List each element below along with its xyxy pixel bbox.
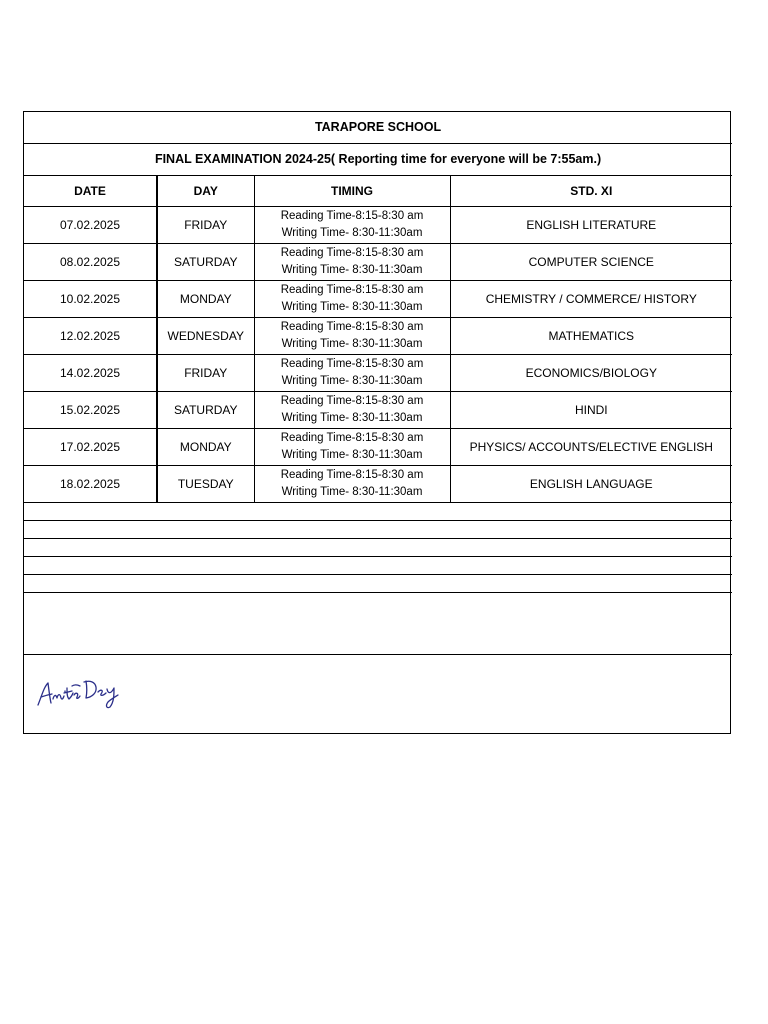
empty-cell (24, 592, 732, 654)
table-row (24, 391, 732, 428)
empty-row (24, 520, 732, 538)
empty-cell (24, 502, 732, 520)
cell-date: 08.02.2025 (24, 243, 157, 280)
empty-row (24, 502, 732, 520)
cell-day: SATURDAY (157, 243, 254, 280)
cell-day: FRIDAY (157, 206, 254, 243)
cell-day: SATURDAY (157, 391, 254, 428)
cell-date: 15.02.2025 (24, 391, 157, 428)
reading-time: Reading Time-8:15-8:30 am (280, 431, 424, 444)
table-row (24, 428, 732, 465)
empty-cell (24, 520, 732, 538)
cell-subject: COMPUTER SCIENCE (450, 243, 732, 280)
cell-timing (254, 317, 450, 354)
cell-timing (254, 428, 450, 465)
signature-cell (24, 654, 732, 732)
cell-subject: HINDI (450, 391, 732, 428)
reading-time: Reading Time-8:15-8:30 am (280, 209, 424, 222)
school-name: TARAPORE SCHOOL (24, 112, 732, 143)
header-day: DAY (157, 175, 254, 206)
table-row (24, 280, 732, 317)
signature-row (24, 654, 732, 732)
column-header-row (24, 175, 732, 206)
exam-schedule-sheet (23, 111, 731, 734)
cell-day: MONDAY (157, 428, 254, 465)
empty-row (24, 574, 732, 592)
cell-date: 07.02.2025 (24, 206, 157, 243)
cell-timing (254, 243, 450, 280)
cell-date: 17.02.2025 (24, 428, 157, 465)
cell-date: 12.02.2025 (24, 317, 157, 354)
writing-time: Writing Time- 8:30-11:30am (281, 448, 423, 461)
cell-timing (254, 280, 450, 317)
cell-subject: ENGLISH LANGUAGE (450, 465, 732, 502)
cell-subject: CHEMISTRY / COMMERCE/ HISTORY (450, 280, 732, 317)
empty-cell (24, 574, 732, 592)
table-row (24, 465, 732, 502)
writing-time: Writing Time- 8:30-11:30am (281, 485, 423, 498)
empty-cell (24, 538, 732, 556)
cell-timing (254, 206, 450, 243)
reading-time: Reading Time-8:15-8:30 am (280, 283, 424, 296)
cell-subject: ENGLISH LITERATURE (450, 206, 732, 243)
table-row (24, 243, 732, 280)
cell-date: 10.02.2025 (24, 280, 157, 317)
writing-time: Writing Time- 8:30-11:30am (281, 374, 423, 387)
writing-time: Writing Time- 8:30-11:30am (281, 300, 423, 313)
cell-timing (254, 354, 450, 391)
empty-row (24, 592, 732, 654)
writing-time: Writing Time- 8:30-11:30am (281, 263, 423, 276)
table-row (24, 354, 732, 391)
cell-day: WEDNESDAY (157, 317, 254, 354)
cell-subject: PHYSICS/ ACCOUNTS/ELECTIVE ENGLISH (450, 428, 732, 465)
reading-time: Reading Time-8:15-8:30 am (280, 468, 424, 481)
empty-cell (24, 556, 732, 574)
empty-row (24, 538, 732, 556)
table-row (24, 317, 732, 354)
reading-time: Reading Time-8:15-8:30 am (280, 394, 424, 407)
cell-day: FRIDAY (157, 354, 254, 391)
writing-time: Writing Time- 8:30-11:30am (281, 411, 423, 424)
school-name-row (24, 112, 732, 143)
cell-subject: ECONOMICS/BIOLOGY (450, 354, 732, 391)
cell-timing (254, 465, 450, 502)
exam-schedule-table (24, 112, 732, 732)
reading-time: Reading Time-8:15-8:30 am (280, 246, 424, 259)
reading-time: Reading Time-8:15-8:30 am (280, 320, 424, 333)
reading-time: Reading Time-8:15-8:30 am (280, 357, 424, 370)
header-date: DATE (24, 175, 157, 206)
handwritten-signature (34, 669, 126, 711)
cell-day: TUESDAY (157, 465, 254, 502)
cell-timing (254, 391, 450, 428)
writing-time: Writing Time- 8:30-11:30am (281, 337, 423, 350)
empty-row (24, 556, 732, 574)
table-row (24, 206, 732, 243)
header-subject: STD. XI (450, 175, 732, 206)
cell-day: MONDAY (157, 280, 254, 317)
cell-subject: MATHEMATICS (450, 317, 732, 354)
cell-date: 18.02.2025 (24, 465, 157, 502)
cell-date: 14.02.2025 (24, 354, 157, 391)
exam-title: FINAL EXAMINATION 2024-25( Reporting time for everyone will be 7:55am.) (24, 143, 732, 175)
exam-title-row (24, 143, 732, 175)
writing-time: Writing Time- 8:30-11:30am (281, 226, 423, 239)
header-timing: TIMING (254, 175, 450, 206)
